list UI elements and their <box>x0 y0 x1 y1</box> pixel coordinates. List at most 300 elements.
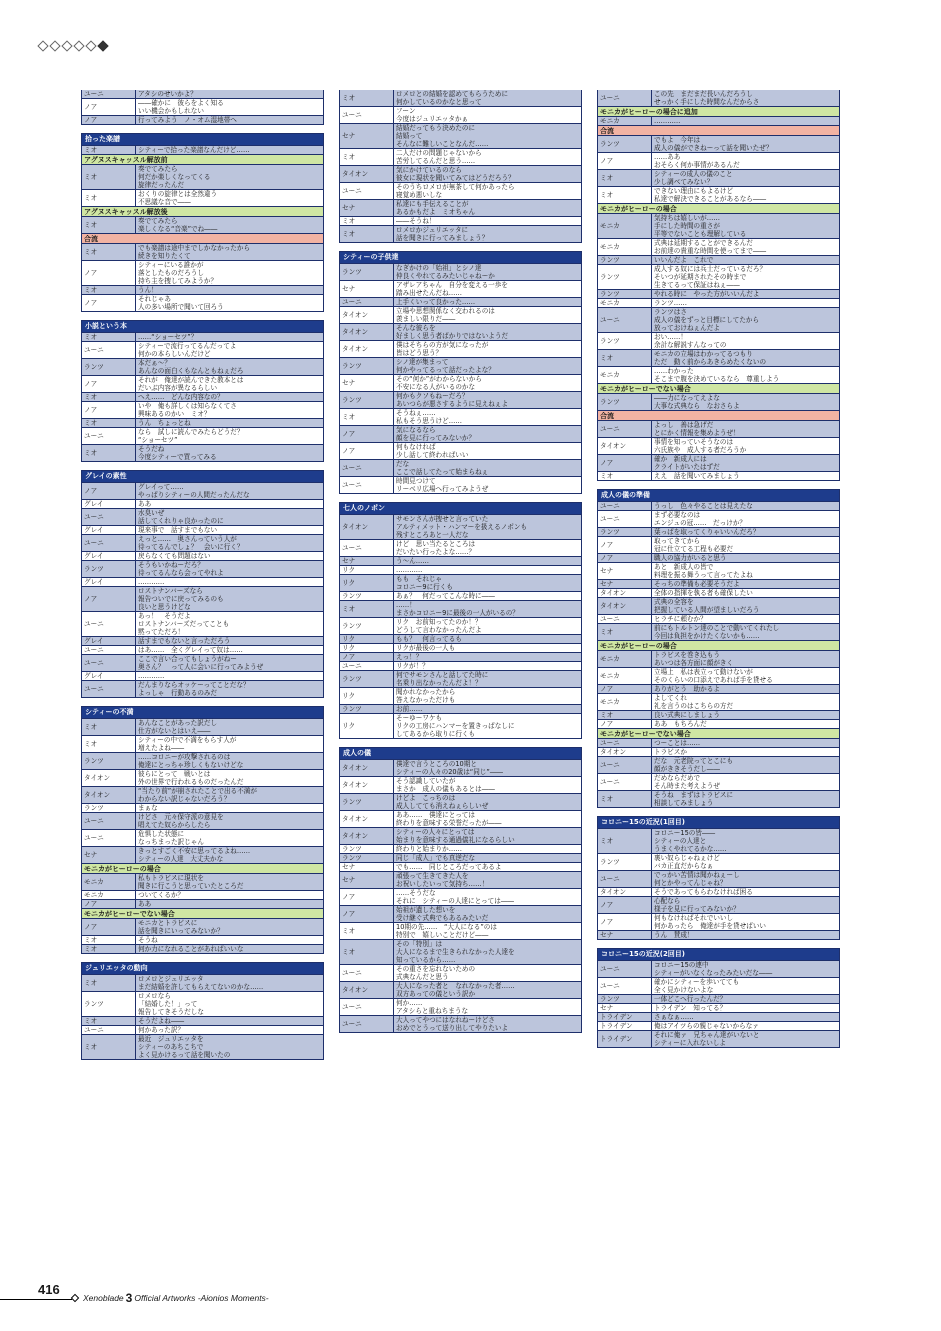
speaker-name: ユーニ <box>598 511 652 527</box>
section-title: 成人の儀の準備 <box>598 490 839 501</box>
dialogue-line: なぎかけの「始祖」とシノ達 仲良くやれてるみたいじゃねーか <box>396 264 495 280</box>
speaker-name: ランツ <box>598 256 652 264</box>
speaker-name: ノア <box>598 455 652 471</box>
dialogue-row <box>82 115 323 124</box>
speaker-name: タイオン <box>82 770 136 786</box>
speaker-name: グレイ <box>82 578 136 586</box>
speaker-name: タイオン <box>340 828 394 844</box>
dialogue-row <box>598 960 839 977</box>
dialogue-row <box>82 98 323 115</box>
dialogue-row <box>82 918 323 935</box>
condition-label: モニカがヒーローの場合 <box>82 863 323 873</box>
dialogue-row <box>340 263 581 280</box>
speaker-name: セナ <box>598 1004 652 1012</box>
speaker-name: ユーニ <box>82 535 136 551</box>
dialogue-line: ああ <box>138 900 152 908</box>
dialogue-row <box>82 1016 323 1025</box>
dialogue-row <box>340 998 581 1015</box>
speaker-name: タイオン <box>340 982 394 998</box>
dialogue-line: なら 試しに読んでみたらどうだ？ “ショーセツ” <box>138 428 244 444</box>
dialogue-line: ……！ まさかコロニー9に最後の一人がいるの？ <box>396 601 519 617</box>
dialogue-line: 僕達で言うところの10期と シティーの人々の20歳は“同じ”―― <box>396 760 504 776</box>
dialogue-line: えっと…… 奥さんっていう人が 待ってるんでしょ？ 会いに行く？ <box>138 535 244 551</box>
dialogue-line: 危惧した状態に なっちまった訳じゃん <box>138 830 204 846</box>
diamond-icon <box>61 40 72 51</box>
dialogue-row <box>82 534 323 551</box>
dialogue-row <box>82 216 323 233</box>
speaker-name: ユーニ <box>340 1016 394 1032</box>
dialogue-row <box>598 623 839 640</box>
speaker-name: ノア <box>340 653 394 661</box>
dialogue-line: おくりの旋律とは全然違う 不思議な音で―― <box>138 190 218 206</box>
book-title <box>72 1291 269 1305</box>
dialogue-line: 同じ「成人」でも真逆だな <box>396 854 476 862</box>
dialogue-row <box>82 944 323 953</box>
speaker-name: モニカ <box>598 668 652 684</box>
dialogue-row <box>340 643 581 652</box>
dialogue-row <box>82 654 323 671</box>
speaker-name: タイオン <box>598 598 652 614</box>
dialogue-section <box>81 133 324 312</box>
dialogue-section <box>597 948 840 1048</box>
dialogue-line: 良い式典にしましょう <box>654 711 720 719</box>
dialogue-line: ロメロとジュリエッタ まだ結婚を許してもらえてないのかな…… <box>138 975 264 991</box>
speaker-name: グレイ <box>82 637 136 645</box>
speaker-name: タイオン <box>340 341 394 357</box>
dialogue-line: シティーで拾った楽譜なんだけど…… <box>138 146 250 154</box>
dialogue-row <box>598 614 839 623</box>
dialogue-line: 気持ちは嬉しいが…… 手にした時間の重さが 平等でないことも理解している <box>654 214 747 238</box>
dialogue-line: ………… <box>396 566 423 574</box>
dialogue-row <box>340 591 581 600</box>
speaker-name: ユーニ <box>340 965 394 981</box>
dialogue-row <box>598 454 839 471</box>
speaker-name: ミオ <box>598 472 652 480</box>
dialogue-line: そうね まずはトラビスに 相談してみましょう <box>654 791 734 807</box>
speaker-name: グレイ <box>82 552 136 560</box>
dialogue-row <box>598 1030 839 1047</box>
dialogue-line: そうね <box>138 936 158 944</box>
speaker-name: セナ <box>340 872 394 888</box>
dialogue-row <box>340 574 581 591</box>
dialogue-row <box>82 243 323 260</box>
speaker-name: ミオ <box>82 244 136 260</box>
dialogue-row <box>82 769 323 786</box>
dialogue-row <box>340 661 581 670</box>
book-title-prefix: Xenoblade <box>83 1293 124 1303</box>
dialogue-row <box>82 427 323 444</box>
speaker-name: ランツ <box>598 265 652 289</box>
dialogue-line: 一体どこへ行ったんだ？ <box>654 995 727 1003</box>
dialogue-row <box>598 719 839 728</box>
dialogue-line: ――力になってえよな 大事な式典なら なおさらよ <box>654 394 740 410</box>
dialogue-row <box>340 652 581 661</box>
dialogue-row <box>82 680 323 697</box>
dialogue-line: 何かあった訳？ <box>138 1026 185 1034</box>
dialogue-line: アタシのせいかよ？ <box>138 90 197 98</box>
dialogue-line: 全体の指揮を執る者も確保したい <box>654 589 753 597</box>
speaker-name: リク <box>340 575 394 591</box>
dialogue-row <box>598 738 839 747</box>
speaker-name: ランツ <box>340 392 394 408</box>
speaker-name: グレイ <box>82 672 136 680</box>
speaker-name: ミオ <box>340 923 394 939</box>
dialogue-row <box>598 853 839 870</box>
speaker-name: ユーニ <box>340 477 394 493</box>
book-title-suffix: Official Artworks -Aionios Moments- <box>134 1293 269 1303</box>
dialogue-row <box>340 922 581 939</box>
dialogue-line: もも？ 何言ってるも <box>396 635 462 643</box>
dialogue-row <box>82 890 323 899</box>
dialogue-row <box>598 756 839 773</box>
speaker-name: タイオン <box>598 888 652 896</box>
speaker-name: ユーニ <box>598 421 652 437</box>
speaker-name: モニカ <box>598 651 652 667</box>
dialogue-line: そうねぇ…… 私もそう思うけど…… <box>396 409 462 425</box>
speaker-name: ノア <box>340 889 394 905</box>
dialogue-row <box>340 357 581 374</box>
speaker-name: ランツ <box>340 705 394 713</box>
dialogue-line: けどさ 元々保守派の意見を 唱えてた奴らからしたら <box>138 813 224 829</box>
speaker-name: ユーニ <box>598 871 652 887</box>
dialogue-row <box>340 600 581 617</box>
dialogue-row <box>598 828 839 853</box>
speaker-name: ノア <box>598 914 652 930</box>
dialogue-line: ………… <box>138 672 165 680</box>
speaker-name: ランツ <box>598 136 652 152</box>
dialogue-line: サモンさんが捜せと言っていた アルティメット・ハンマーを扱えるノポンも 残すところあと一人だな <box>396 515 528 539</box>
dialogue-row <box>340 391 581 408</box>
dialogue-line: リクが！？ <box>396 662 429 670</box>
speaker-name: リク <box>340 688 394 704</box>
speaker-name: モニカ <box>598 367 652 383</box>
speaker-name: ユーニ <box>82 646 136 654</box>
speaker-name: ユーニ <box>82 90 136 98</box>
dialogue-line: 立場や思想関係なく交われるのは 羨ましい限りだ―― <box>396 307 495 323</box>
dialogue-line: 取ってきてから 冠に仕立てる工程も必要だ <box>654 537 734 553</box>
speaker-name: セナ <box>340 281 394 297</box>
dialogue-row <box>340 182 581 199</box>
speaker-name: セナ <box>340 200 394 216</box>
speaker-name: ユーニ <box>598 308 652 332</box>
dialogue-line: そんな彼らを 好ましく思う者ばかりではないようだ <box>396 324 509 340</box>
dialogue-line: そうもいかねーだろ？ 待ってるんなら会ってやれよ <box>138 561 224 577</box>
dialogue-row <box>82 735 323 752</box>
speaker-name: ノア <box>82 99 136 115</box>
speaker-name: リク <box>340 644 394 652</box>
dialogue-row <box>598 588 839 597</box>
condition-label: モニカがヒーローでない場合 <box>598 728 839 738</box>
speaker-name: ノア <box>82 376 136 392</box>
dialogue-line: その“何か”がわからないから 不安になる人がいるのかな <box>396 375 482 391</box>
speaker-name: リク <box>340 566 394 574</box>
speaker-name: ユーニ <box>598 739 652 747</box>
dialogue-row <box>82 90 323 98</box>
speaker-name: トライデン <box>598 1022 652 1030</box>
speaker-name: ノア <box>598 537 652 553</box>
section-title: シティーの不満 <box>82 707 323 718</box>
speaker-name: ユーニ <box>340 298 394 306</box>
condition-label: モニカがヒーローの場合 <box>598 203 839 213</box>
speaker-name: トライデン <box>598 1031 652 1047</box>
speaker-name: ユーニ <box>598 90 652 106</box>
dialogue-line: 私もトラビスに現状を 聞きに行こうと思っていたところだ <box>138 874 244 890</box>
section-title: ジュリエッタの動向 <box>82 963 323 974</box>
dialogue-line: さぁなぁ…… <box>654 1013 694 1021</box>
speaker-name: ユーニ <box>598 978 652 994</box>
speaker-name: ノア <box>598 685 652 693</box>
dialogue-line: ――確かに 彼らをよく知る いい機会かもしれない <box>138 99 224 115</box>
dialogue-line: でも楽譜は途中までしかなかったから 続きを知りたくて <box>138 244 251 260</box>
dialogue-line: でもよ 今年は 成人の儀ができねーって話を聞いたぜ？ <box>654 136 773 152</box>
speaker-name: モニカ <box>82 891 136 899</box>
speaker-name: タイオン <box>598 748 652 756</box>
dialogue-row <box>340 90 581 106</box>
dialogue-line: 終わりと始まりか…… <box>396 845 462 853</box>
dialogue-line: 行ってみよう ノ・オム湿地帯へ <box>138 116 237 124</box>
dialogue-section <box>597 816 840 940</box>
speaker-name: ノア <box>598 897 652 913</box>
dialogue-row <box>598 773 839 790</box>
dialogue-line: けど 思い当たるところは だいたい行ったよな……？ <box>396 540 476 556</box>
dialogue-row <box>82 525 323 534</box>
condition-label: モニカがヒーローでない場合 <box>598 383 839 393</box>
dialogue-line: 何か力になれることがあればいいな <box>138 945 244 953</box>
speaker-name: ミオ <box>340 940 394 964</box>
dialogue-row <box>598 553 839 562</box>
speaker-name: ユーニ <box>82 813 136 829</box>
speaker-name: タイオン <box>340 307 394 323</box>
dialogue-line: そーゆーワケも リクの工房にハンマーを置きっぱなしに してあるから取りに行くも <box>396 714 515 738</box>
dialogue-line: おい……！ 余計な解説すんなっての <box>654 333 727 349</box>
speaker-name: ランツ <box>340 618 394 634</box>
dialogue-row <box>340 476 581 493</box>
dialogue-row <box>82 974 323 991</box>
dialogue-line: それに俺ァ 兄ちゃん達がいないと シティーに入れないしよ <box>654 1031 760 1047</box>
dialogue-line: だめならだめで そん時また考えようぜ <box>654 774 720 790</box>
speaker-name: ノア <box>82 402 136 418</box>
speaker-name: ミオ <box>82 333 136 341</box>
dialogue-line: そのうちロメロが無茶して何かあったら 寝覚め悪いしな <box>396 183 515 199</box>
dialogue-line: 裏い奴らじゃねぇけど バカ正直だからなぁ <box>654 854 720 870</box>
dialogue-row <box>598 437 839 454</box>
dialogue-line: 話すまでもないと言っただろう <box>138 637 231 645</box>
dialogue-line: ……コロニーが攻撃されるのは 俺達にとっちゃ珍しくもないけどな <box>138 753 244 769</box>
speaker-name: ノア <box>598 554 652 562</box>
speaker-name: ランツ <box>598 290 652 298</box>
dialogue-line: 時間見つけて リーベリ広場へ行ってみようぜ <box>396 477 489 493</box>
dialogue-line: 何もなければそれでいいし 何かあったら 俺達が手を貸せばいい <box>654 914 767 930</box>
dialogue-line: そうであってもらわなければ困る <box>654 888 753 896</box>
section-title: シティーの子供達 <box>340 252 581 263</box>
speaker-name: ノア <box>82 116 136 124</box>
speaker-name: ミオ <box>340 149 394 165</box>
dialogue-section <box>339 90 582 243</box>
dialogue-row <box>340 459 581 476</box>
dialogue-line: 僕はそちらの方が気になったが 皆はどう思う？ <box>396 341 489 357</box>
dialogue-line: 葉っぱを取ってくりゃいいんだろ？ <box>654 528 760 536</box>
speaker-name: ミオ <box>598 350 652 366</box>
dialogue-line: それが 俺達が読んできた教本とは だいぶ内容が異なるらしい <box>138 376 244 392</box>
dialogue-row <box>82 586 323 611</box>
speaker-name: セナ <box>340 124 394 148</box>
dialogue-row <box>340 165 581 182</box>
speaker-name: セナ <box>340 863 394 871</box>
dialogue-line: 大人ってやつにはなれねーけどさ おめでとうって送り出してやりたいよ <box>396 1016 509 1032</box>
dialogue-line: コロニー15の皆―― シティーの人達と うまくやれてるかな…… <box>654 829 727 853</box>
dialogue-row <box>340 713 581 738</box>
dialogue-row <box>598 930 839 939</box>
dialogue-line: あと 新成人の皆で 料理を振る舞うって言ってたよね <box>654 563 753 579</box>
condition-label: モニカがヒーローの場合 <box>598 640 839 650</box>
dialogue-row <box>82 752 323 769</box>
dialogue-row <box>82 899 323 908</box>
dialogue-row <box>340 539 581 556</box>
dialogue-column-left <box>81 90 324 1068</box>
dialogue-line: そうだね 今度シティーで買ってみる <box>138 445 217 461</box>
dialogue-row <box>340 964 581 981</box>
speaker-name: ユーニ <box>598 774 652 790</box>
dialogue-line: けどよ こっちのは 成人してても消えねぇらしいぜ <box>396 794 489 810</box>
speaker-name: ランツ <box>598 995 652 1003</box>
speaker-name: ランツ <box>82 753 136 769</box>
speaker-name: ユーニ <box>82 342 136 358</box>
speaker-name: ユーニ <box>340 183 394 199</box>
speaker-name: トライデン <box>598 1013 652 1021</box>
speaker-name: ミオ <box>82 975 136 991</box>
dialogue-row <box>598 527 839 536</box>
dialogue-section <box>597 90 840 481</box>
dialogue-line: よっし 善は急げだ とにかく情報を集めようぜ！ <box>654 421 740 437</box>
dialogue-row <box>598 420 839 437</box>
dialogue-row <box>598 536 839 553</box>
speaker-name: ランツ <box>82 561 136 577</box>
condition-label: 合流 <box>598 125 839 135</box>
speaker-name: ミオ <box>598 170 652 186</box>
dialogue-line: だな ここで話してたって始まらねぇ <box>396 460 489 476</box>
dialogue-row <box>598 579 839 588</box>
dialogue-row <box>598 471 839 480</box>
dialogue-row <box>340 216 581 225</box>
dialogue-line: グレイって…… やっぱりシティーの人間だったんだな <box>138 483 250 499</box>
speaker-name: ミオ <box>340 601 394 617</box>
dialogue-line: 始祖が遺した想いを 受け継ぐ式典でもあるみたいだ <box>396 906 489 922</box>
dialogue-row <box>340 425 581 442</box>
speaker-name: ユーニ <box>82 655 136 671</box>
dialogue-line: うん 賛成！ <box>654 931 694 939</box>
dialogue-row <box>340 225 581 242</box>
dialogue-line: まぁな <box>138 804 158 812</box>
dialogue-line: ロメロかジュリエッタに 話を聞きに行ってみましょう？ <box>396 226 489 242</box>
dialogue-row <box>598 152 839 169</box>
dialogue-line: シノ達が集まって 何かやってるって話だったよな？ <box>396 358 495 374</box>
dialogue-row <box>598 870 839 887</box>
dialogue-row <box>340 374 581 391</box>
dialogue-row <box>598 1003 839 1012</box>
section-title: 拾った楽譜 <box>82 134 323 145</box>
speaker-name: ノア <box>82 295 136 311</box>
dialogue-line: 二人だけの問題じゃないから 苦労してるんだと思う…… <box>396 149 482 165</box>
dialogue-line: あぁ？ 何だってこんな時に―― <box>396 592 495 600</box>
speaker-name: ミオ <box>82 945 136 953</box>
dialogue-line: ついてくるか？ <box>138 891 185 899</box>
dialogue-row <box>82 803 323 812</box>
speaker-name: ユーニ <box>82 830 136 846</box>
speaker-name: タイオン <box>340 777 394 793</box>
speaker-name: タイオン <box>340 760 394 776</box>
dialogue-row <box>598 1021 839 1030</box>
dialogue-line: 私達にも手伝えることが あるかもだよ ミオちゃん <box>396 200 476 216</box>
speaker-name: ノア <box>82 900 136 908</box>
dialogue-row <box>82 508 323 525</box>
speaker-name: ユーニ <box>82 681 136 697</box>
dialogue-row <box>598 887 839 896</box>
dialogue-line: でも…… 同じところだってあるよ <box>396 863 502 871</box>
dialogue-row <box>340 905 581 922</box>
speaker-name: ミオ <box>82 165 136 189</box>
speaker-name: ユーニ <box>340 107 394 123</box>
dialogue-line: きっとすごく不安に思ってるよね…… シティーの人達 大丈夫かな <box>138 847 251 863</box>
dialogue-line: 大人になった者と なれなかった者…… 双方あっての儀という訳か <box>396 982 515 998</box>
dialogue-row <box>340 340 581 357</box>
dialogue-line: モニカとトラビスに 話を聞きにいってみないか？ <box>138 919 224 935</box>
dialogue-line: 聞かれなかったから 答えなかっただけも <box>396 688 456 704</box>
section-title: 七人のノポン <box>340 503 581 514</box>
dialogue-line: 何でサモンさんと話してた時に 名乗り出なかったんだよ！？ <box>396 671 489 687</box>
speaker-name: ユーニ <box>598 502 652 510</box>
dialogue-line: あんなことがあった訳だし 仕方がないとはいえ―― <box>138 719 218 735</box>
dialogue-row <box>82 645 323 654</box>
dialogue-row <box>82 1025 323 1034</box>
speaker-name: ノア <box>82 261 136 285</box>
dialogue-row <box>340 442 581 459</box>
dialogue-line: うっし 色々やることは見えたな <box>654 502 753 510</box>
dialogue-line: まず必要なのは エンジュの冠…… だっけか？ <box>654 511 747 527</box>
dialogue-row <box>340 323 581 340</box>
dialogue-line: シティーの中で不満をもらす人が 増えたよね―― <box>138 736 237 752</box>
speaker-name: ミオ <box>82 719 136 735</box>
dialogue-row <box>598 667 839 684</box>
speaker-name: タイオン <box>340 324 394 340</box>
dialogue-line: はあ…… 全くグレイって奴は…… <box>138 646 243 654</box>
speaker-name: ランツ <box>598 854 652 870</box>
dialogue-line: ……そうだな それに シティーの人達にとっては―― <box>396 889 515 905</box>
dialogue-row <box>82 1034 323 1059</box>
dialogue-line: “当たり前”が崩されたことで出る不満が わからない訳じゃないだろう？ <box>138 787 257 803</box>
dialogue-line: 現来事で 話すまでもない <box>138 526 218 534</box>
speaker-name: ミオ <box>82 217 136 233</box>
speaker-name: ノア <box>598 720 652 728</box>
condition-label: モニカがヒーローの場合に追加 <box>598 106 839 116</box>
dialogue-section <box>339 747 582 1033</box>
dialogue-row <box>82 189 323 206</box>
dialogue-line: つーことは…… <box>654 739 701 747</box>
dialogue-line: 確か 新成人には クライトがいたはずだ <box>654 455 720 471</box>
dialogue-row <box>598 255 839 264</box>
dialogue-section <box>339 251 582 494</box>
speaker-name: ノア <box>340 906 394 922</box>
dialogue-line: だな 元老院ってとこにも 顔がききそうだし―― <box>654 757 734 773</box>
dialogue-line: 立場上 私は表立って動けないが そのくらいの口添えであれば手を貸せる <box>654 668 773 684</box>
speaker-name: ノア <box>340 443 394 459</box>
dialogue-line: ランツはさ 成人の儀をずっと目標にしてたから 放っておけねぇんだよ <box>654 308 760 332</box>
speaker-name: セナ <box>598 580 652 588</box>
speaker-name: ノア <box>82 587 136 611</box>
speaker-name: ミオ <box>82 146 136 154</box>
dialogue-row <box>340 704 581 713</box>
speaker-name: ミオ <box>598 187 652 203</box>
dialogue-line: シティーで流行ってるんだってよ 何かの本らしいんだけど <box>138 342 237 358</box>
